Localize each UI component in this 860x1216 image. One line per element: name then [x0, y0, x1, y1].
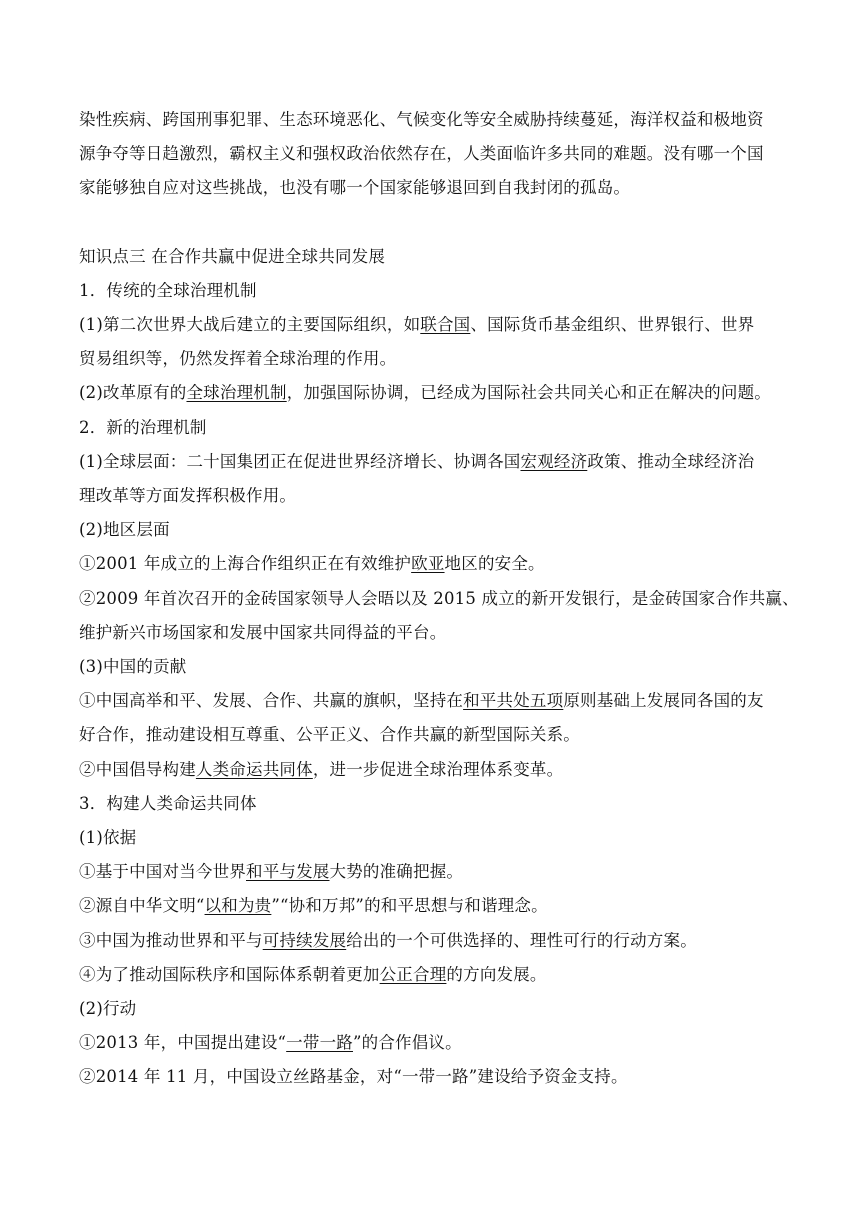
text: 、国际货币基金组织、世界银行、世界	[470, 315, 755, 335]
s1-p1-cont: 贸易组织等，仍然发挥着全球治理的作用。	[79, 349, 397, 369]
s3-p1-4	[79, 958, 785, 992]
document-page	[79, 103, 799, 1095]
text: ①中国高举和平、发展、合作、共赢的旗帜，坚持在	[79, 691, 464, 711]
text: ③中国为推动世界和平与	[79, 930, 263, 950]
underlined-answer: 可持续发展	[262, 930, 347, 950]
s2-p1	[79, 445, 785, 479]
s3-p1: (1)依据	[79, 828, 137, 848]
s2-p3: (3)中国的贡献	[79, 657, 187, 677]
text: ②源自中华文明“	[79, 896, 205, 916]
intro-line-1: 染性疾病、跨国刑事犯罪、生态环境恶化、气候变化等安全威胁持续蔓延，海洋权益和极地资	[79, 110, 764, 129]
s3-p2-2: ②2014 年 11 月，中国设立丝路基金，对“一带一路”建设给予资金支持。	[79, 1067, 628, 1087]
text: 的方向发展。	[446, 964, 547, 984]
s2-p3-1	[79, 684, 785, 718]
text: ④为了推动国际秩序和国际体系朝着更加	[79, 964, 380, 984]
underlined-answer: 公正合理	[379, 964, 447, 984]
text: 政策、推动全球经济治	[587, 451, 755, 471]
text: 大势的准确把握。	[329, 862, 464, 882]
text: (2)改革原有的	[79, 383, 187, 403]
s2-p1-cont: 理改革等方面发挥积极作用。	[79, 486, 297, 506]
s2-p2-1	[79, 547, 785, 581]
s2-heading: 2．新的治理机制	[79, 417, 207, 437]
text: (1)第二次世界大战后建立的主要国际组织，如	[79, 315, 421, 335]
s1-p1	[79, 308, 785, 342]
text: ”的合作倡议。	[352, 1033, 462, 1053]
text: ，进一步促进全球治理体系变革。	[312, 759, 564, 779]
text: ①2013 年，中国提出建设“	[79, 1033, 287, 1053]
underlined-answer: 宏观经济	[520, 451, 588, 471]
text: 地区的安全。	[444, 554, 545, 574]
s3-p2: (2)行动	[79, 999, 137, 1019]
text: ”“协和万邦”的和平思想与和谐理念。	[271, 896, 548, 916]
s2-p3-1-cont: 好合作，推动建设相互尊重、公平正义、合作共赢的新型国际关系。	[79, 725, 580, 745]
text: ②中国倡导构建	[79, 759, 196, 779]
underlined-answer: 欧亚	[411, 554, 445, 574]
s3-p1-1	[79, 855, 785, 889]
s3-p1-3	[79, 924, 785, 958]
text: ，加强国际协调，已经成为国际社会共同关心和正在解决的问题。	[286, 383, 771, 403]
intro-line-3: 家能够独自应对这些挑战，也没有哪一个国家能够退回到自我封闭的孤岛。	[79, 178, 631, 198]
s3-p2-1	[79, 1026, 785, 1060]
paragraph-gap	[79, 206, 785, 240]
underlined-answer: 和平与发展	[246, 862, 330, 882]
s2-p2-2-cont: 维护新兴市场国家和发展中国家共同得益的平台。	[79, 622, 447, 642]
s1-heading: 1．传统的全球治理机制	[79, 280, 257, 300]
text: 给出的一个可供选择的、理性可行的行动方案。	[346, 930, 697, 950]
s3-p1-2	[79, 889, 785, 923]
section-title: 知识点三 在合作共赢中促进全球共同发展	[79, 246, 386, 266]
s2-p2: (2)地区层面	[79, 520, 170, 540]
underlined-answer: 全球治理机制	[186, 383, 287, 403]
underlined-answer: 联合国	[420, 315, 471, 335]
s3-heading: 3．构建人类命运共同体	[79, 793, 257, 813]
text: ①基于中国对当今世界	[79, 862, 246, 882]
s2-p3-2	[79, 753, 785, 787]
s2-p2-2: ②2009 年首次召开的金砖国家领导人会晤以及 2015 成立的新开发银行，是金砖国家合作共赢、	[79, 588, 799, 608]
underlined-answer: 以和为贵	[204, 896, 272, 916]
text: ①2001 年成立的上海合作组织正在有效维护	[79, 554, 412, 574]
underlined-answer: 人类命运共同体	[195, 759, 313, 779]
s1-p2	[79, 376, 785, 410]
text: 原则基础上发展同各国的友	[563, 691, 764, 711]
underlined-answer: 和平共处五项	[463, 691, 564, 711]
underlined-answer: 一带一路	[286, 1033, 353, 1053]
intro-line-2: 源争夺等日趋激烈，霸权主义和强权政治依然存在，人类面临许多共同的难题。没有哪一个国	[79, 144, 764, 164]
text: (1)全球层面：二十国集团正在促进世界经济增长、协调各国	[79, 451, 521, 471]
